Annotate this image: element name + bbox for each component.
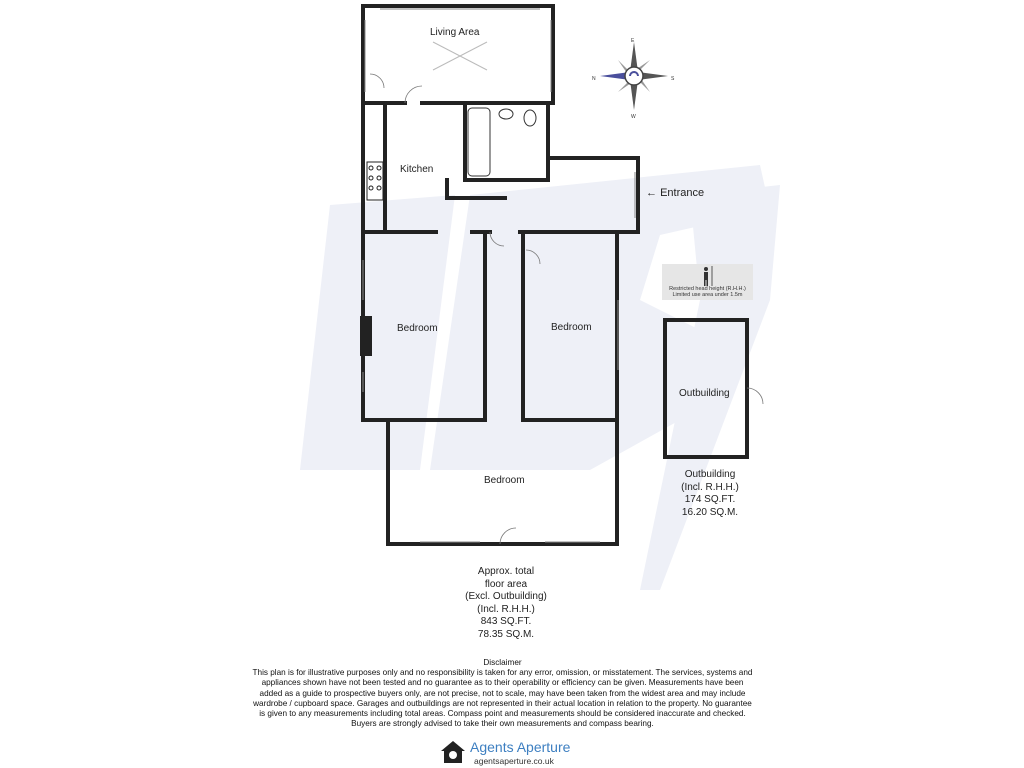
entrance-label: Entrance [660,187,705,199]
room-label-kitchen: Kitchen [400,164,434,175]
disclaimer-line: This plan is for illustrative purposes only and no responsibility is taken for any error, omission, or misstatement. The services, systems and [252,668,753,678]
rhh-line1: Restricted head height (R.H.H.) [669,286,746,292]
disclaimer [230,658,775,729]
room-label-bedroom-left: Bedroom [397,323,438,334]
entrance-marker [646,187,704,199]
outbuilding-area-line2: (Incl. R.H.H.) [681,481,739,493]
disclaimer-title: Disclaimer [483,658,522,667]
person-height-icon [700,266,716,286]
agent-logo-name: Agents Aperture [470,739,571,755]
total-area-line3: (Excl. Outbuilding) [465,591,547,602]
house-logo-icon [440,740,466,764]
agent-logo-url: agentsaperture.co.uk [474,756,554,766]
left-arrow-icon: ← [646,187,657,199]
total-area-sqm: 78.35 SQ.M. [477,628,535,640]
compass-letter-e: E [631,38,635,44]
total-area-sqft: 843 SQ.FT. [480,616,532,627]
compass-letter-n: N [592,76,596,82]
room-label-bedroom-middle: Bedroom [551,322,592,333]
room-label-outbuilding: Outbuilding [679,388,730,399]
total-area-line4: (Incl. R.H.H.) [477,603,535,615]
compass-letter-s: S [671,76,675,82]
outbuilding-area-block [660,469,760,519]
disclaimer-line: Buyers are strongly advised to take their own measurements and compass bearing. [351,719,654,729]
outbuilding-area-line1: Outbuilding [684,469,736,480]
total-area-line2: floor area [484,578,528,590]
room-label-bedroom-bottom: Bedroom [484,475,525,486]
disclaimer-line: wardrobe / cupboard space. Garages and outbuildings are not represented in their actual location in relation to the property. No guarantee [253,698,752,708]
compass-rose-icon [590,36,680,120]
disclaimer-line: appliances shown have not been tested and no guarantee as to their operability or efficiency can be given. Measurements have been [261,678,744,688]
compass-letter-w: W [631,114,636,120]
outbuilding-area-sqm: 16.20 SQ.M. [681,506,739,518]
room-label-living-area: Living Area [430,27,480,38]
disclaimer-line: added as a guide to prospective buyers only, are not precise, not to scale, may have been taken from the widest area and may include [259,688,746,698]
total-area-line1: Approx. total [477,566,535,577]
disclaimer-line: is given to any measurements including total areas. Compass point and measurements should be considered inaccurate and checked. [259,709,746,719]
total-area-block [446,566,566,641]
outbuilding-area-sqft: 174 SQ.FT. [684,494,736,505]
rhh-line2: Limited use area under 1.5m [672,292,743,298]
rhh-legend [662,264,753,300]
